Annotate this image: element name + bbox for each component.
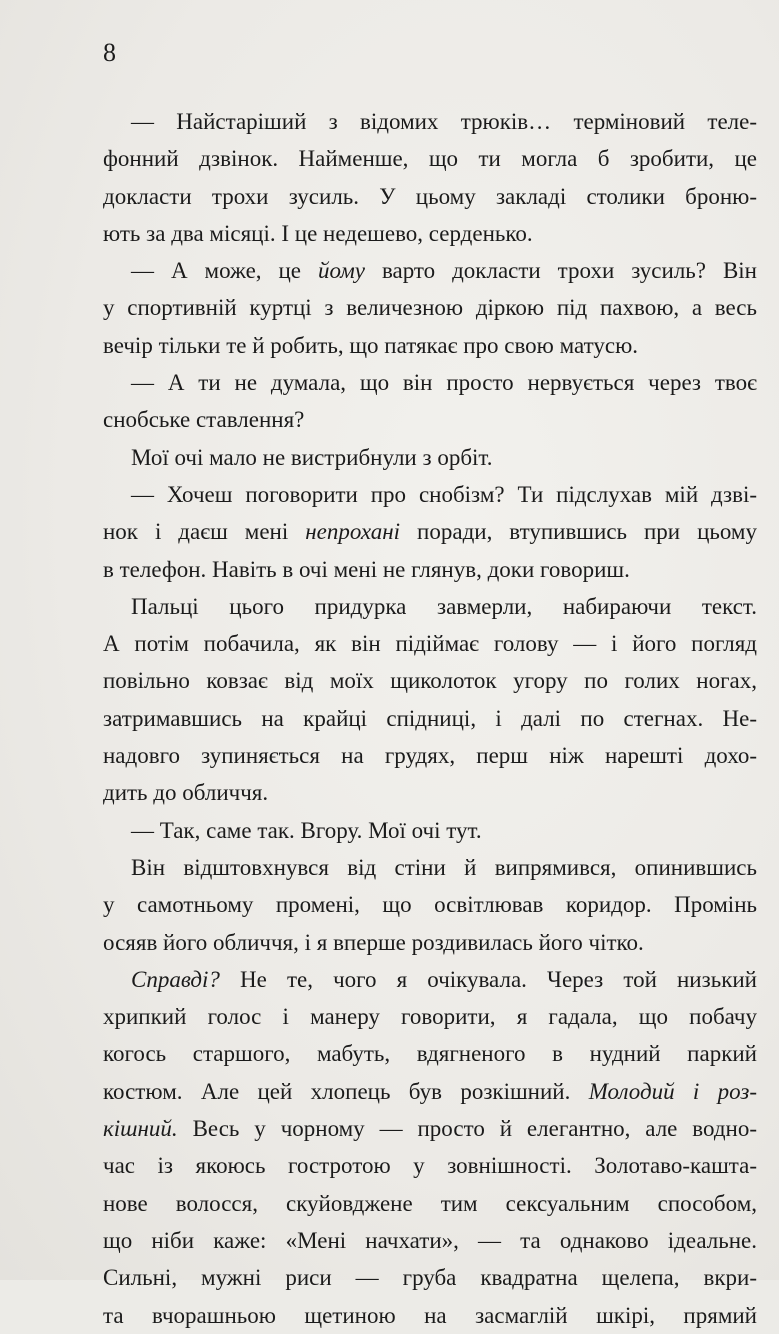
text-line: дить до обличчя. xyxy=(103,780,269,806)
text-line: Пальці цього придурка завмерли, набираючи текст. xyxy=(131,593,757,619)
text-line: у самотньому промені, що освітлював коридор. Промінь xyxy=(103,892,757,918)
text-line: — А ти не думала, що він просто нервується через твоє xyxy=(131,370,757,396)
text-line: вечір тільки те й робить, що патякає про свою матусю. xyxy=(103,332,638,358)
text-line: докласти трохи зусиль. У цьому закладі столики броню- xyxy=(103,183,757,209)
text-line: А потім побачила, як він підіймає голову — і його погляд xyxy=(103,631,757,657)
text-line: повільно ковзає від моїх щиколоток угору по голих ногах, xyxy=(103,668,757,694)
text-line: Мої очі мало не вистрибнули з орбіт. xyxy=(131,444,493,470)
text-line: — Так, саме так. Вгору. Мої очі тут. xyxy=(131,817,482,843)
text-line: хрипкий голос і манеру говорити, я гадала, що побачу xyxy=(103,1004,757,1030)
text-line: снобське ставлення? xyxy=(103,407,305,433)
text-line: нок і даєш мені непрохані поради, втупившись при цьому xyxy=(103,519,757,545)
body-text xyxy=(103,103,757,1334)
text-line: нове волосся, скуйовджене тим сексуальним способом, xyxy=(103,1190,757,1216)
text-line: час із якоюсь гостротою у зовнішності. Золотаво-кашта- xyxy=(103,1153,757,1179)
text-line: та вчорашньою щетиною на засмаглій шкірі, прямий xyxy=(103,1302,757,1328)
text-line: Сильні, мужні риси — груба квадратна щелепа, вкри- xyxy=(103,1265,757,1291)
text-line: фонний дзвінок. Найменше, що ти могла б зробити, це xyxy=(103,146,757,172)
text-line: в телефон. Навіть в очі мені не глянув, доки говориш. xyxy=(103,556,630,582)
text-line: костюм. Але цей хлопець був розкішний. Молодий і роз- xyxy=(103,1078,757,1104)
text-line: Справді? Не те, чого я очікувала. Через той низький xyxy=(131,966,757,992)
text-line: — Хочеш поговорити про снобізм? Ти підслухав мій дзві- xyxy=(131,481,757,507)
text-line: затримавшись на крайці спідниці, і далі по стегнах. Не- xyxy=(103,705,757,731)
text-line: — А може, це йому варто докласти трохи зусиль? Він xyxy=(131,258,757,284)
text-line: у спортивній куртці з величезною діркою під пахвою, а весь xyxy=(103,295,757,321)
text-line: кішний. Весь у чорному — просто й елегантно, але водно- xyxy=(103,1116,757,1142)
text-line: ють за два місяці. І це недешево, серденько. xyxy=(103,220,533,246)
text-line: — Найстаріший з відомих трюків… терміновий теле- xyxy=(131,109,757,134)
text-line: що ніби каже: «Мені начхати», — та однаково ідеальне. xyxy=(103,1227,757,1253)
page-number: 8 xyxy=(103,38,116,67)
text-line: Він відштовхнувся від стіни й випрямився, опинившись xyxy=(131,854,757,880)
text-line: надовго зупиняється на грудях, перш ніж нарешті дохо- xyxy=(103,743,757,769)
text-line: осяяв його обличчя, і я вперше роздивилась його чітко. xyxy=(103,929,644,955)
text-line: когось старшого, мабуть, вдягненого в нудний паркий xyxy=(103,1041,757,1067)
